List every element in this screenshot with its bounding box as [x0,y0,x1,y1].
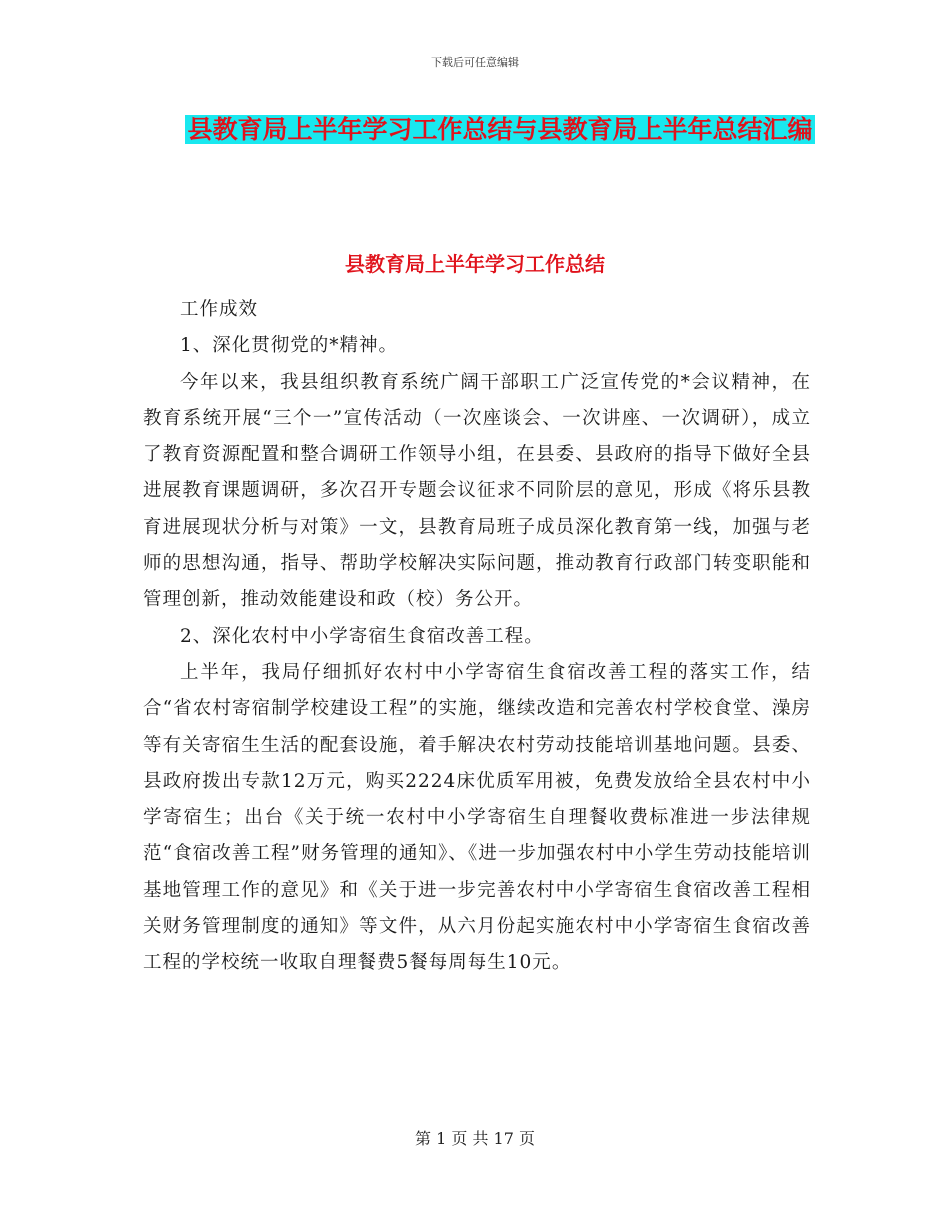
main-title-text: 县教育局上半年学习工作总结与县教育局上半年总结汇编 [187,115,813,144]
paragraph-item-2-body: 上半年，我局仔细抓好农村中小学寄宿生食宿改善工程的落实工作，结合“省农村寄宿制学校建设工程”的实施，继续改造和完善农村学校食堂、澡房等有关寄宿生生活的配套设施，着手解决农村劳动技能培训基地问题。县委、县政府拨出专款12万元，购买2224床优质军用被，免费发放给全县农村中小学寄宿生；出台《关于统一农村中小学寄宿生自理餐收费标准进一步法律规范“食宿改善工程”财务管理的通知》、《进一步加强农村中小学生劳动技能培训基地管理工作的意见》和《关于进一步完善农村中小学寄宿生食宿改善工程相关财务管理制度的通知》等文件，从六月份起实施农村中小学寄宿生食宿改善工程的学校统一收取自理餐费5餐每周每生10元。 [143,661,811,974]
paragraph-item-1-body: 今年以来，我县组织教育系统广阔干部职工广泛宣传党的*会议精神，在教育系统开展“三个一”宣传活动（一次座谈会、一次讲座、一次调研），成立了教育资源配置和整合调研工作领导小组，在县委、县政府的指导下做好全县进展教育课题调研，多次召开专题会议征求不同阶层的意见，形成《将乐县教育进展现状分析与对策》一文，县教育局班子成员深化教育第一线，加强与老师的思想沟通，指导、帮助学校解决实际问题，推动教育行政部门转变职能和管理创新，推动效能建设和政（校）务公开。 [143,371,811,611]
document-main-title [150,108,850,152]
page-number-footer: 第 1 页 共 17 页 [415,1129,535,1148]
paragraph-heading-achievements: 工作成效 [180,299,259,320]
section-title: 县教育局上半年学习工作总结 [345,252,605,276]
paragraph-item-2-title: 2、深化农村中小学寄宿生食宿改善工程。 [180,625,544,647]
paragraph-item-1-title: 1、深化贯彻党的*精神。 [180,335,399,357]
page-header-note: 下载后可任意编辑 [431,56,519,69]
document-body [143,292,811,982]
